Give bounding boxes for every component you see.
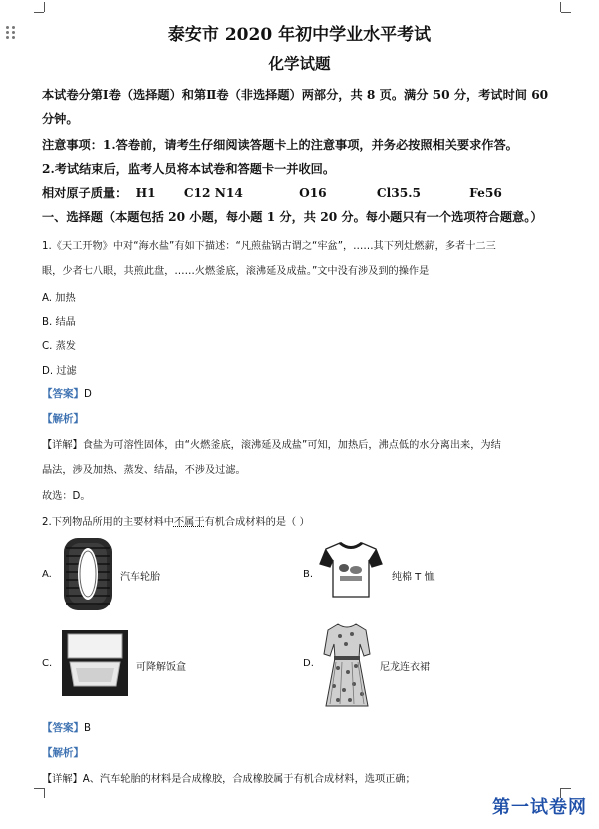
lunchbox-icon — [60, 628, 130, 698]
crop-mark-bottom-left — [44, 788, 45, 798]
crop-mark-top-right — [561, 12, 571, 13]
exam-title: 泰安市 2020 年初中学业水平考试 — [167, 25, 432, 45]
crop-mark-bottom-left — [34, 788, 44, 789]
tire-icon — [60, 536, 116, 612]
q1-conclusion: 故选：D。 — [42, 491, 91, 502]
q2-answer — [42, 720, 91, 735]
q2-option-d-letter: D. — [303, 658, 314, 669]
atomic-mass-o: O16 — [299, 186, 327, 200]
q2-option-a-text: 汽车轮胎 — [120, 572, 160, 583]
q1-option-d: D. 过滤 — [42, 366, 77, 377]
q1-detail-line-1 — [42, 436, 501, 451]
atomic-mass-label: 相对原子质量： — [42, 186, 128, 200]
brand-watermark: 第一试卷网 — [492, 797, 587, 818]
intro-line-1: 本试卷分第Ⅰ卷（选择题）和第Ⅱ卷（非选择题）两部分，共 8 页。满分 50 分，考试时间 60 — [42, 88, 549, 102]
answer-tag: 【答案】 — [42, 722, 84, 734]
q2-option-a-letter: A. — [42, 569, 52, 580]
q1-option-a: A. 加热 — [42, 293, 76, 304]
crop-mark-bottom-right — [561, 788, 571, 789]
notice-line-1: 注意事项：1.答卷前，请考生仔细阅读答题卡上的注意事项，并务必按照相关要求作答。 — [42, 138, 518, 152]
atomic-mass-c-n: C12 N14 — [183, 186, 243, 200]
q1-detail-line-2: 晶法，涉及加热、蒸发、结晶，不涉及过滤。 — [42, 465, 246, 476]
section-heading: 一、选择题（本题包括 20 小题，每小题 1 分，共 20 分。每小题只有一个选项符合题意。） — [42, 210, 543, 224]
q2-option-c-letter: C. — [42, 658, 53, 669]
q1-stem-line-2: 眼，少者七八眼，共煎此盘，……火燃釜底，滚沸延及成盐。”文中没有涉及到的操作是 — [42, 266, 430, 277]
q2-stem-pre: 2.下列物品所用的主要材料中 — [42, 517, 174, 528]
crop-mark-top-right — [560, 2, 561, 12]
answer-value: D — [84, 389, 92, 400]
q1-analysis-tag: 【解析】 — [42, 413, 84, 425]
atomic-mass-line — [42, 184, 502, 201]
tshirt-icon — [318, 540, 384, 600]
dress-icon — [318, 620, 376, 710]
atomic-mass-h: H1 — [135, 186, 156, 200]
q1-answer — [42, 386, 92, 401]
crop-mark-top-left — [34, 12, 44, 13]
crop-mark-top-left — [44, 2, 45, 12]
answer-value: B — [84, 723, 91, 734]
q2-detail-line-1 — [42, 770, 416, 785]
q1-stem-line-1: 1.《天工开物》中对“海水盐”有如下描述：“凡煎盐锅古谓之“牢盆”，……其下列灶燃薪，多者十二三 — [42, 241, 496, 252]
detail-tag: 【详解】 — [42, 774, 83, 785]
atomic-mass-fe: Fe56 — [469, 186, 502, 200]
notice-line-2: 2.考试结束后，监考人员将本试卷和答题卡一并收回。 — [42, 162, 336, 176]
q2-option-d-text: 尼龙连衣裙 — [380, 662, 430, 673]
detail-tag: 【详解】 — [42, 440, 83, 451]
q2-stem-post: 有机合成材料的是（ ） — [204, 517, 310, 528]
detail-text: A、汽车轮胎的材料是合成橡胶，合成橡胶属于有机合成材料，选项正确； — [82, 774, 416, 785]
exam-subtitle: 化学试题 — [268, 54, 331, 73]
detail-text: 食盐为可溶性固体，由“火燃釜底，滚沸延及成盐”可知，加热后，沸点低的水分离出来，为结 — [82, 440, 501, 451]
q2-analysis-tag: 【解析】 — [42, 747, 84, 759]
q2-option-c-text: 可降解饭盒 — [136, 662, 186, 673]
q1-option-c: C. 蒸发 — [42, 341, 76, 352]
atomic-mass-cl: Cl35.5 — [376, 186, 421, 200]
q2-option-b-text: 纯棉 T 恤 — [392, 572, 435, 583]
q1-option-b: B. 结晶 — [42, 317, 76, 328]
answer-tag: 【答案】 — [42, 388, 84, 400]
q2-option-b-letter: B. — [303, 569, 314, 580]
intro-line-2: 分钟。 — [42, 112, 79, 126]
q2-stem — [42, 513, 310, 528]
q2-stem-emphasis: 不属于 — [173, 517, 205, 528]
